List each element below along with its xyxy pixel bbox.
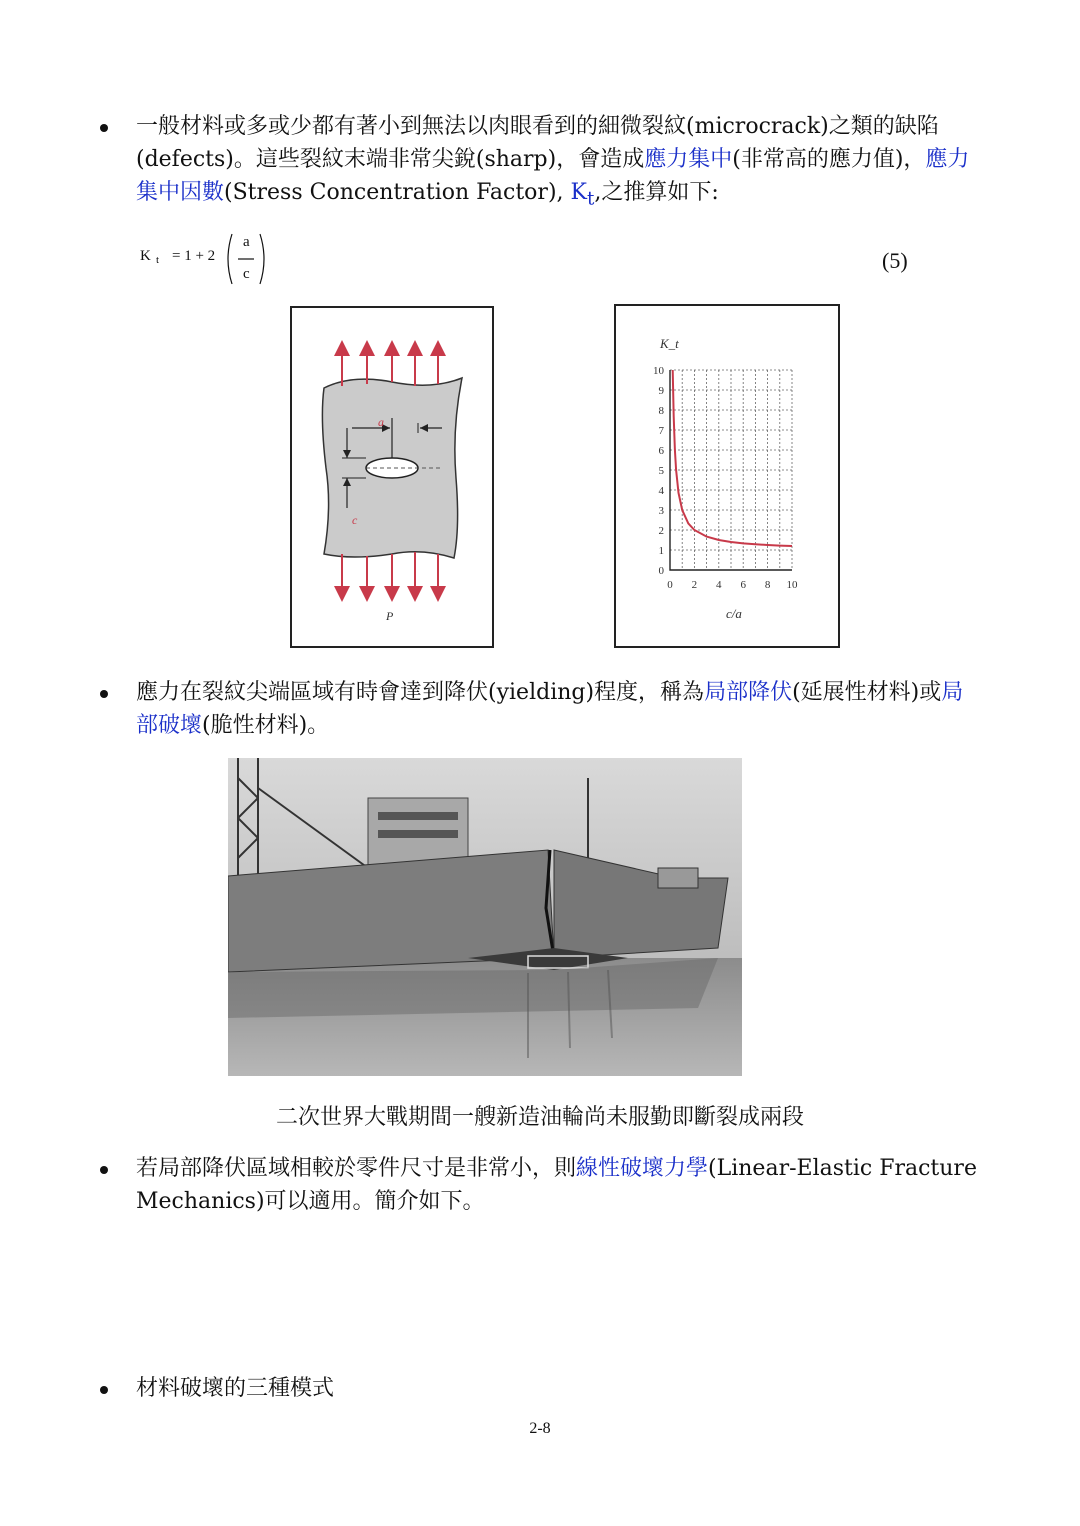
kt-subscript: t	[586, 188, 595, 210]
y-tick-label: 0	[658, 565, 664, 577]
photo-caption: 二次世界大戰期間一艘新造油輪尚未服勤即斷裂成兩段	[275, 1105, 804, 1130]
y-tick-label: 9	[658, 385, 664, 397]
highlight-local-fracture: 局部破壞	[136, 680, 964, 738]
highlight-stress-concentration-factor: 應力集中因數	[136, 147, 970, 205]
bullet-dot	[100, 1386, 108, 1394]
text-run: (延展性材料)或	[792, 680, 942, 705]
highlight-stress-concentration: 應力集中	[644, 147, 733, 172]
equation-lhs: K	[140, 248, 151, 264]
paragraph-local-yielding	[100, 676, 980, 742]
kt-symbol: K	[570, 180, 587, 205]
x-tick-label: 10	[786, 579, 798, 591]
paragraph-stress-concentration	[100, 110, 980, 215]
x-axis-label: c/a	[726, 606, 742, 621]
paragraph-text: 材料破壞的三種模式	[136, 1376, 335, 1401]
page-number: 2-8	[529, 1420, 551, 1437]
y-tick-label: 5	[658, 465, 664, 477]
equation-kt	[140, 230, 280, 290]
paragraph-failure-modes	[100, 1372, 980, 1405]
equation-numerator: a	[243, 234, 250, 250]
photo-broken-tanker	[228, 758, 742, 1076]
text-run: ,之推算如下:	[594, 180, 719, 205]
y-tick-label: 3	[658, 505, 664, 517]
text-run: 一般材料或多或少都有著小到無法以肉眼看到的細微裂紋(microcrack)之類的缺陷(defects)。這些裂紋末端非常尖銳(sharp)，會造成	[136, 114, 939, 172]
y-tick-label: 6	[658, 445, 664, 457]
kt-curve	[673, 370, 792, 546]
x-tick-label: 0	[667, 579, 673, 591]
equation-number: (5)	[882, 248, 908, 273]
highlight-local-yielding: 局部降伏	[704, 680, 793, 705]
y-tick-label: 2	[658, 525, 664, 537]
x-tick-label: 8	[764, 579, 771, 591]
x-tick-label: 4	[716, 579, 722, 591]
highlight-kt	[570, 180, 595, 210]
x-tick-label: 2	[691, 579, 698, 591]
plate-diagram	[292, 308, 492, 646]
label-c: c	[352, 513, 358, 527]
y-tick-label: 1	[658, 545, 664, 557]
paragraph-lefm	[100, 1152, 980, 1218]
y-tick-label: 4	[658, 485, 664, 497]
text-run: (非常高的應力值)，	[732, 147, 926, 172]
figure-plate-with-hole	[290, 306, 494, 648]
bullet-dot	[100, 124, 108, 132]
kt-chart-svg	[616, 306, 838, 646]
bullet-dot	[100, 1166, 108, 1174]
y-tick-label: 10	[653, 365, 664, 377]
paragraph-text	[136, 676, 980, 742]
text-run: (脆性材料)。	[202, 713, 330, 738]
ship-illustration	[228, 758, 742, 1076]
x-tick-label: 6	[740, 579, 746, 591]
y-tick-label: 7	[658, 425, 664, 437]
text-run: 應力在裂紋尖端區域有時會達到降伏(yielding)程度，稱為	[136, 680, 705, 705]
paragraph-text	[136, 110, 980, 215]
equation-lhs-subscript: t	[156, 254, 160, 266]
equation-denominator: c	[243, 266, 250, 282]
label-a: a	[378, 415, 384, 429]
text-run: 若局部降伏區域相較於零件尺寸是非常小，則	[136, 1156, 577, 1181]
text-run: (Linear-Elastic Fracture Mechanics)可以適用。簡介如下。	[136, 1156, 977, 1214]
y-axis-label: K_t	[660, 336, 679, 351]
tension-arrows-bottom	[342, 552, 438, 594]
paragraph-text	[136, 1152, 980, 1218]
bullet-dot	[100, 690, 108, 698]
text-run: (Stress Concentration Factor),	[224, 180, 571, 205]
highlight-lefm: 線性破壞力學	[576, 1156, 709, 1181]
equation-rhs: = 1 + 2	[172, 248, 216, 264]
figure-kt-chart	[614, 304, 840, 648]
y-tick-label: 8	[658, 405, 664, 417]
label-p: P	[386, 609, 394, 623]
